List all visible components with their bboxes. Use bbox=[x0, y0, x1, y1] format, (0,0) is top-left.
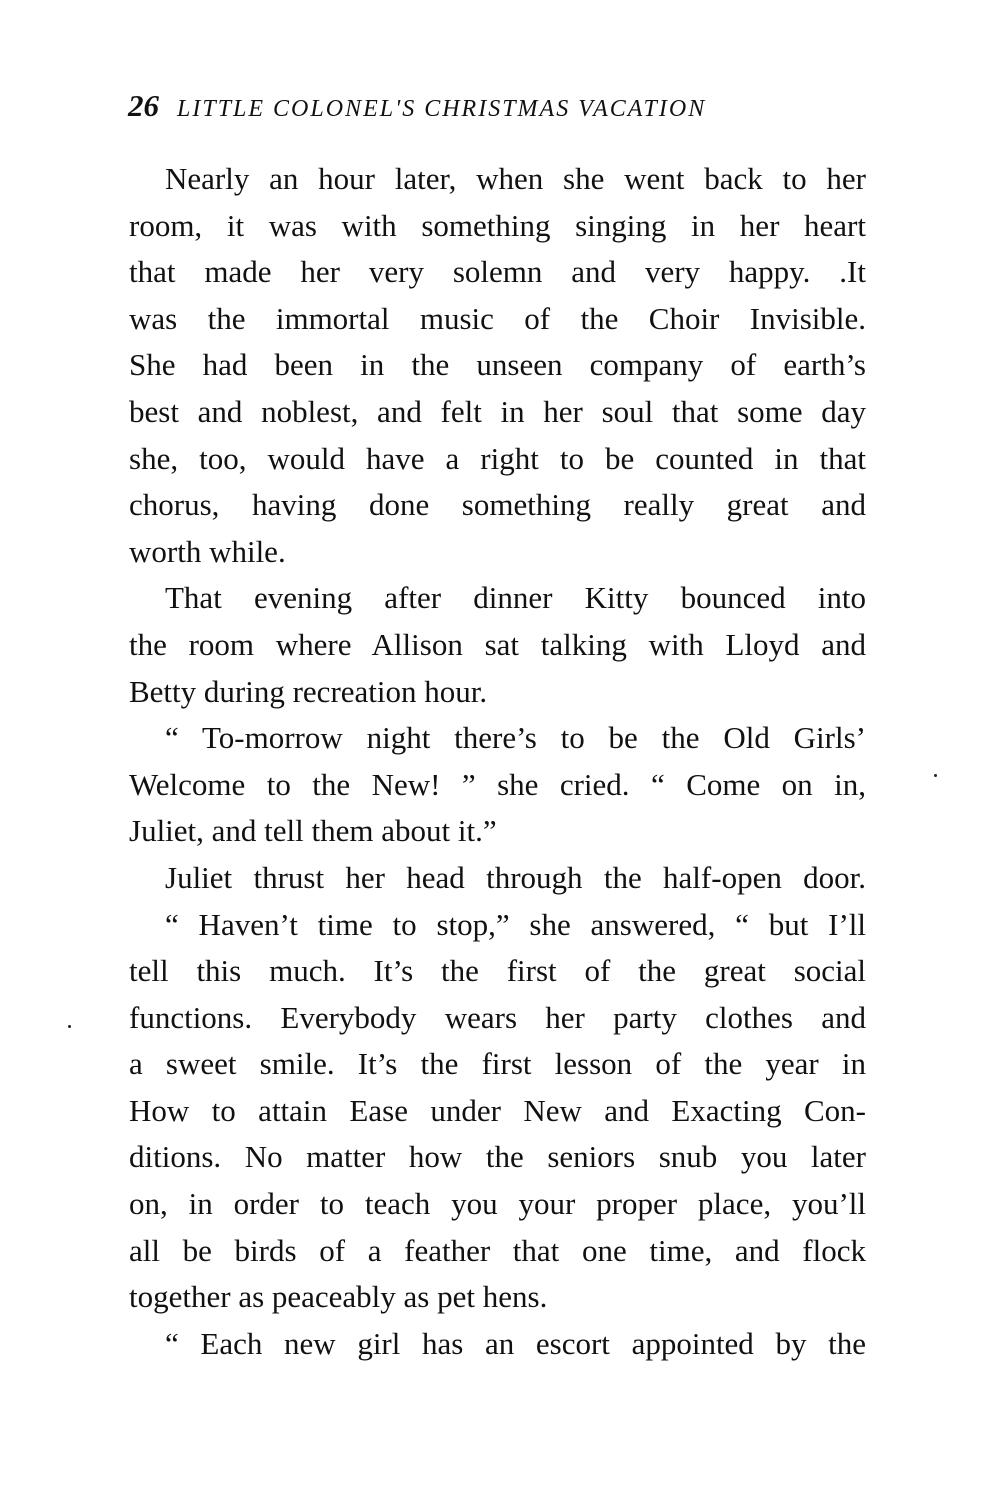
text-line: worth while. bbox=[129, 533, 286, 569]
body-text bbox=[129, 156, 866, 1367]
text-line: Juliet thrust her head through the half-open door. bbox=[165, 859, 866, 895]
text-line: ditions. No matter how the seniors snub you later bbox=[129, 1139, 866, 1175]
paragraph-4 bbox=[129, 855, 866, 902]
text-line: a sweet smile. It’s the first lesson of the year in bbox=[129, 1046, 866, 1082]
text-line: all be birds of a feather that one time, and flock bbox=[129, 1232, 866, 1268]
text-line: together as peaceably as pet hens. bbox=[129, 1279, 548, 1315]
text-line: She had been in the unseen company of earth’s bbox=[129, 347, 866, 383]
text-line: How to attain Ease under New and Exacting Con- bbox=[129, 1092, 866, 1128]
text-line: she, too, would have a right to be counted in that bbox=[129, 440, 866, 476]
text-line: That evening after dinner Kitty bounced into bbox=[165, 580, 866, 616]
print-speck bbox=[934, 774, 937, 777]
running-head bbox=[128, 88, 868, 128]
paragraph-3 bbox=[129, 715, 866, 855]
text-line: was the immortal music of the Choir Invisible. bbox=[129, 300, 866, 336]
paragraph-6 bbox=[129, 1321, 866, 1368]
running-title: LITTLE COLONEL'S CHRISTMAS VACATION bbox=[177, 96, 707, 122]
page-number: 26 bbox=[128, 88, 159, 123]
text-line: Welcome to the New! ” she cried. “ Come on in, bbox=[129, 766, 866, 802]
text-line: on, in order to teach you your proper place, you’ll bbox=[129, 1186, 866, 1222]
text-line: the room where Allison sat talking with Lloyd and bbox=[129, 626, 866, 662]
text-line: tell this much. It’s the first of the great social bbox=[129, 953, 866, 989]
text-line: “ Haven’t time to stop,” she answered, “ but I’ll bbox=[165, 906, 866, 942]
text-line: Juliet, and tell them about it.” bbox=[129, 813, 497, 849]
text-line: “ To-morrow night there’s to be the Old Girls’ bbox=[165, 720, 866, 756]
text-line: best and noblest, and felt in her soul that some day bbox=[129, 393, 866, 429]
text-line: Betty during recreation hour. bbox=[129, 673, 488, 709]
paragraph-5 bbox=[129, 902, 866, 1321]
text-line: room, it was with something singing in her heart bbox=[129, 207, 866, 243]
print-speck bbox=[68, 1025, 71, 1028]
text-line: “ Each new girl has an escort appointed by the bbox=[165, 1325, 866, 1361]
paragraph-1 bbox=[129, 156, 866, 575]
paragraph-2 bbox=[129, 575, 866, 715]
text-line: that made her very solemn and very happy. .It bbox=[129, 254, 866, 290]
text-line: chorus, having done something really great and bbox=[129, 487, 866, 523]
text-line: Nearly an hour later, when she went back to her bbox=[165, 161, 866, 196]
text-line: functions. Everybody wears her party clothes and bbox=[129, 999, 866, 1035]
